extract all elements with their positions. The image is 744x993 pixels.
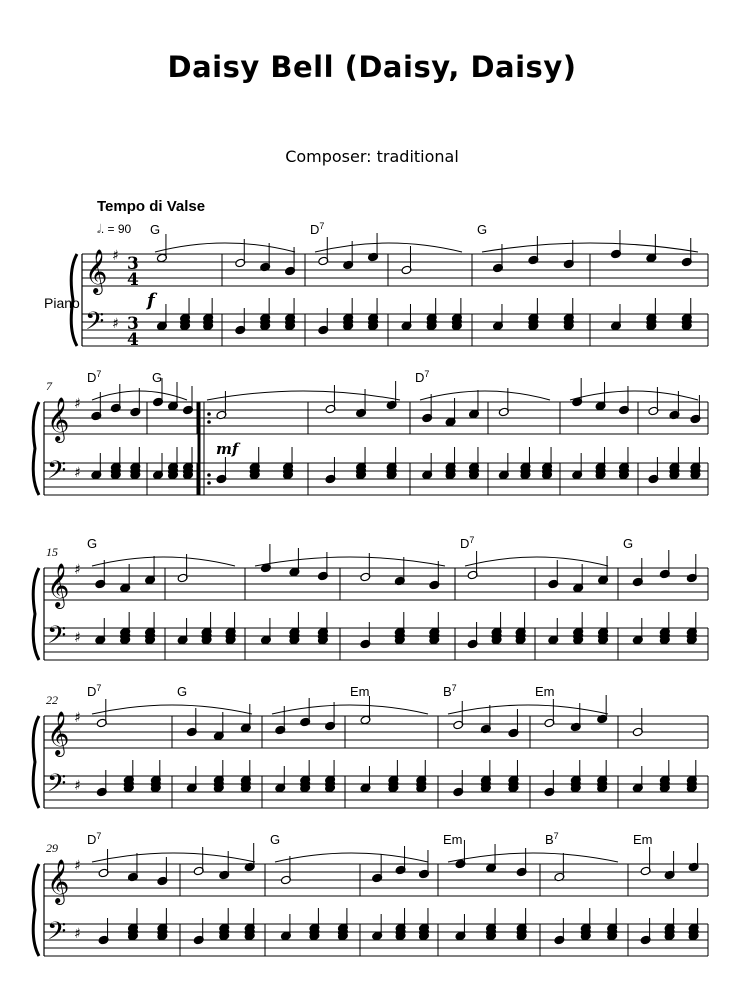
score-title: Daisy Bell (Daisy, Daisy) [167,50,577,84]
chord-symbol: $B^7$ [443,683,457,699]
chord-symbol: G [150,222,161,237]
slur [420,391,550,400]
treble-clef: 𝄞 [47,859,70,903]
repeat-dot [207,412,211,416]
time-signature-denominator: 4 [127,330,139,350]
chord-symbol: $D^7$ [87,369,102,385]
slur [448,853,618,862]
repeat-dot [207,420,211,424]
key-signature-sharp: ♯ [74,710,81,726]
chord-symbol: G [177,684,188,699]
bass-clef: 𝄢 [85,307,105,342]
slur [465,557,608,566]
chord-symbol: G [152,370,163,385]
chord-symbol: Em [443,832,463,847]
slur [482,243,698,252]
repeat-dot [207,473,211,477]
key-signature-sharp: ♯ [74,465,81,481]
slur [92,853,255,862]
bass-clef: 𝄢 [47,456,67,491]
chord-symbol: $D^7$ [87,683,102,699]
piano-brace [33,864,39,956]
instrument-name: Piano [44,295,80,311]
key-signature-sharp: ♯ [112,316,119,332]
measure-number: 15 [46,545,58,559]
chord-symbol: $B^7$ [545,831,559,847]
chord-symbol: $D^7$ [87,831,102,847]
metronome-marking: 𝅗𝅥. = 90 [97,222,132,236]
key-signature-sharp: ♯ [74,926,81,942]
time-signature-denominator: 4 [127,270,139,290]
key-signature-sharp: ♯ [74,778,81,794]
chord-symbol: G [270,832,281,847]
chord-symbol: $D^7$ [460,535,475,551]
bass-clef: 𝄢 [47,621,67,656]
dynamic-marking: f [147,290,155,311]
measure-number: 29 [46,841,58,855]
slur [448,705,608,714]
chord-symbol: G [623,536,634,551]
treble-clef: 𝄞 [47,711,70,755]
piano-brace [33,568,39,660]
piano-brace [33,716,39,808]
key-signature-sharp: ♯ [74,562,81,578]
chord-symbol: $D^7$ [415,369,430,385]
key-signature-sharp: ♯ [112,248,119,264]
slur [272,705,428,714]
composer-credit: Composer: traditional [285,147,459,166]
key-signature-sharp: ♯ [74,630,81,646]
treble-clef: 𝄞 [47,563,70,607]
slur [92,557,235,566]
measure-number: 22 [46,693,58,707]
chord-symbol: Em [633,832,653,847]
piano-brace [71,254,77,346]
key-signature-sharp: ♯ [74,858,81,874]
key-signature-sharp: ♯ [74,396,81,412]
chord-symbol: G [477,222,488,237]
slur [315,243,462,252]
measure-number: 7 [46,379,52,393]
treble-clef: 𝄞 [47,397,70,441]
chord-symbol: Em [535,684,555,699]
piano-brace [33,402,39,495]
chord-symbol: G [87,536,98,551]
treble-clef: 𝄞 [85,249,108,293]
slur [92,705,252,714]
chord-symbol: Em [350,684,370,699]
time-signature-numerator: 3 [127,314,139,334]
bass-clef: 𝄢 [47,917,67,952]
slur [155,243,295,252]
slur [255,557,445,566]
slur [207,391,400,400]
tempo-marking: Tempo di Valse [97,198,206,215]
chord-symbol: $D^7$ [310,221,325,237]
dynamic-marking: mf [216,440,239,458]
bass-clef: 𝄢 [47,769,67,804]
time-signature-numerator: 3 [127,254,139,274]
repeat-dot [207,481,211,485]
